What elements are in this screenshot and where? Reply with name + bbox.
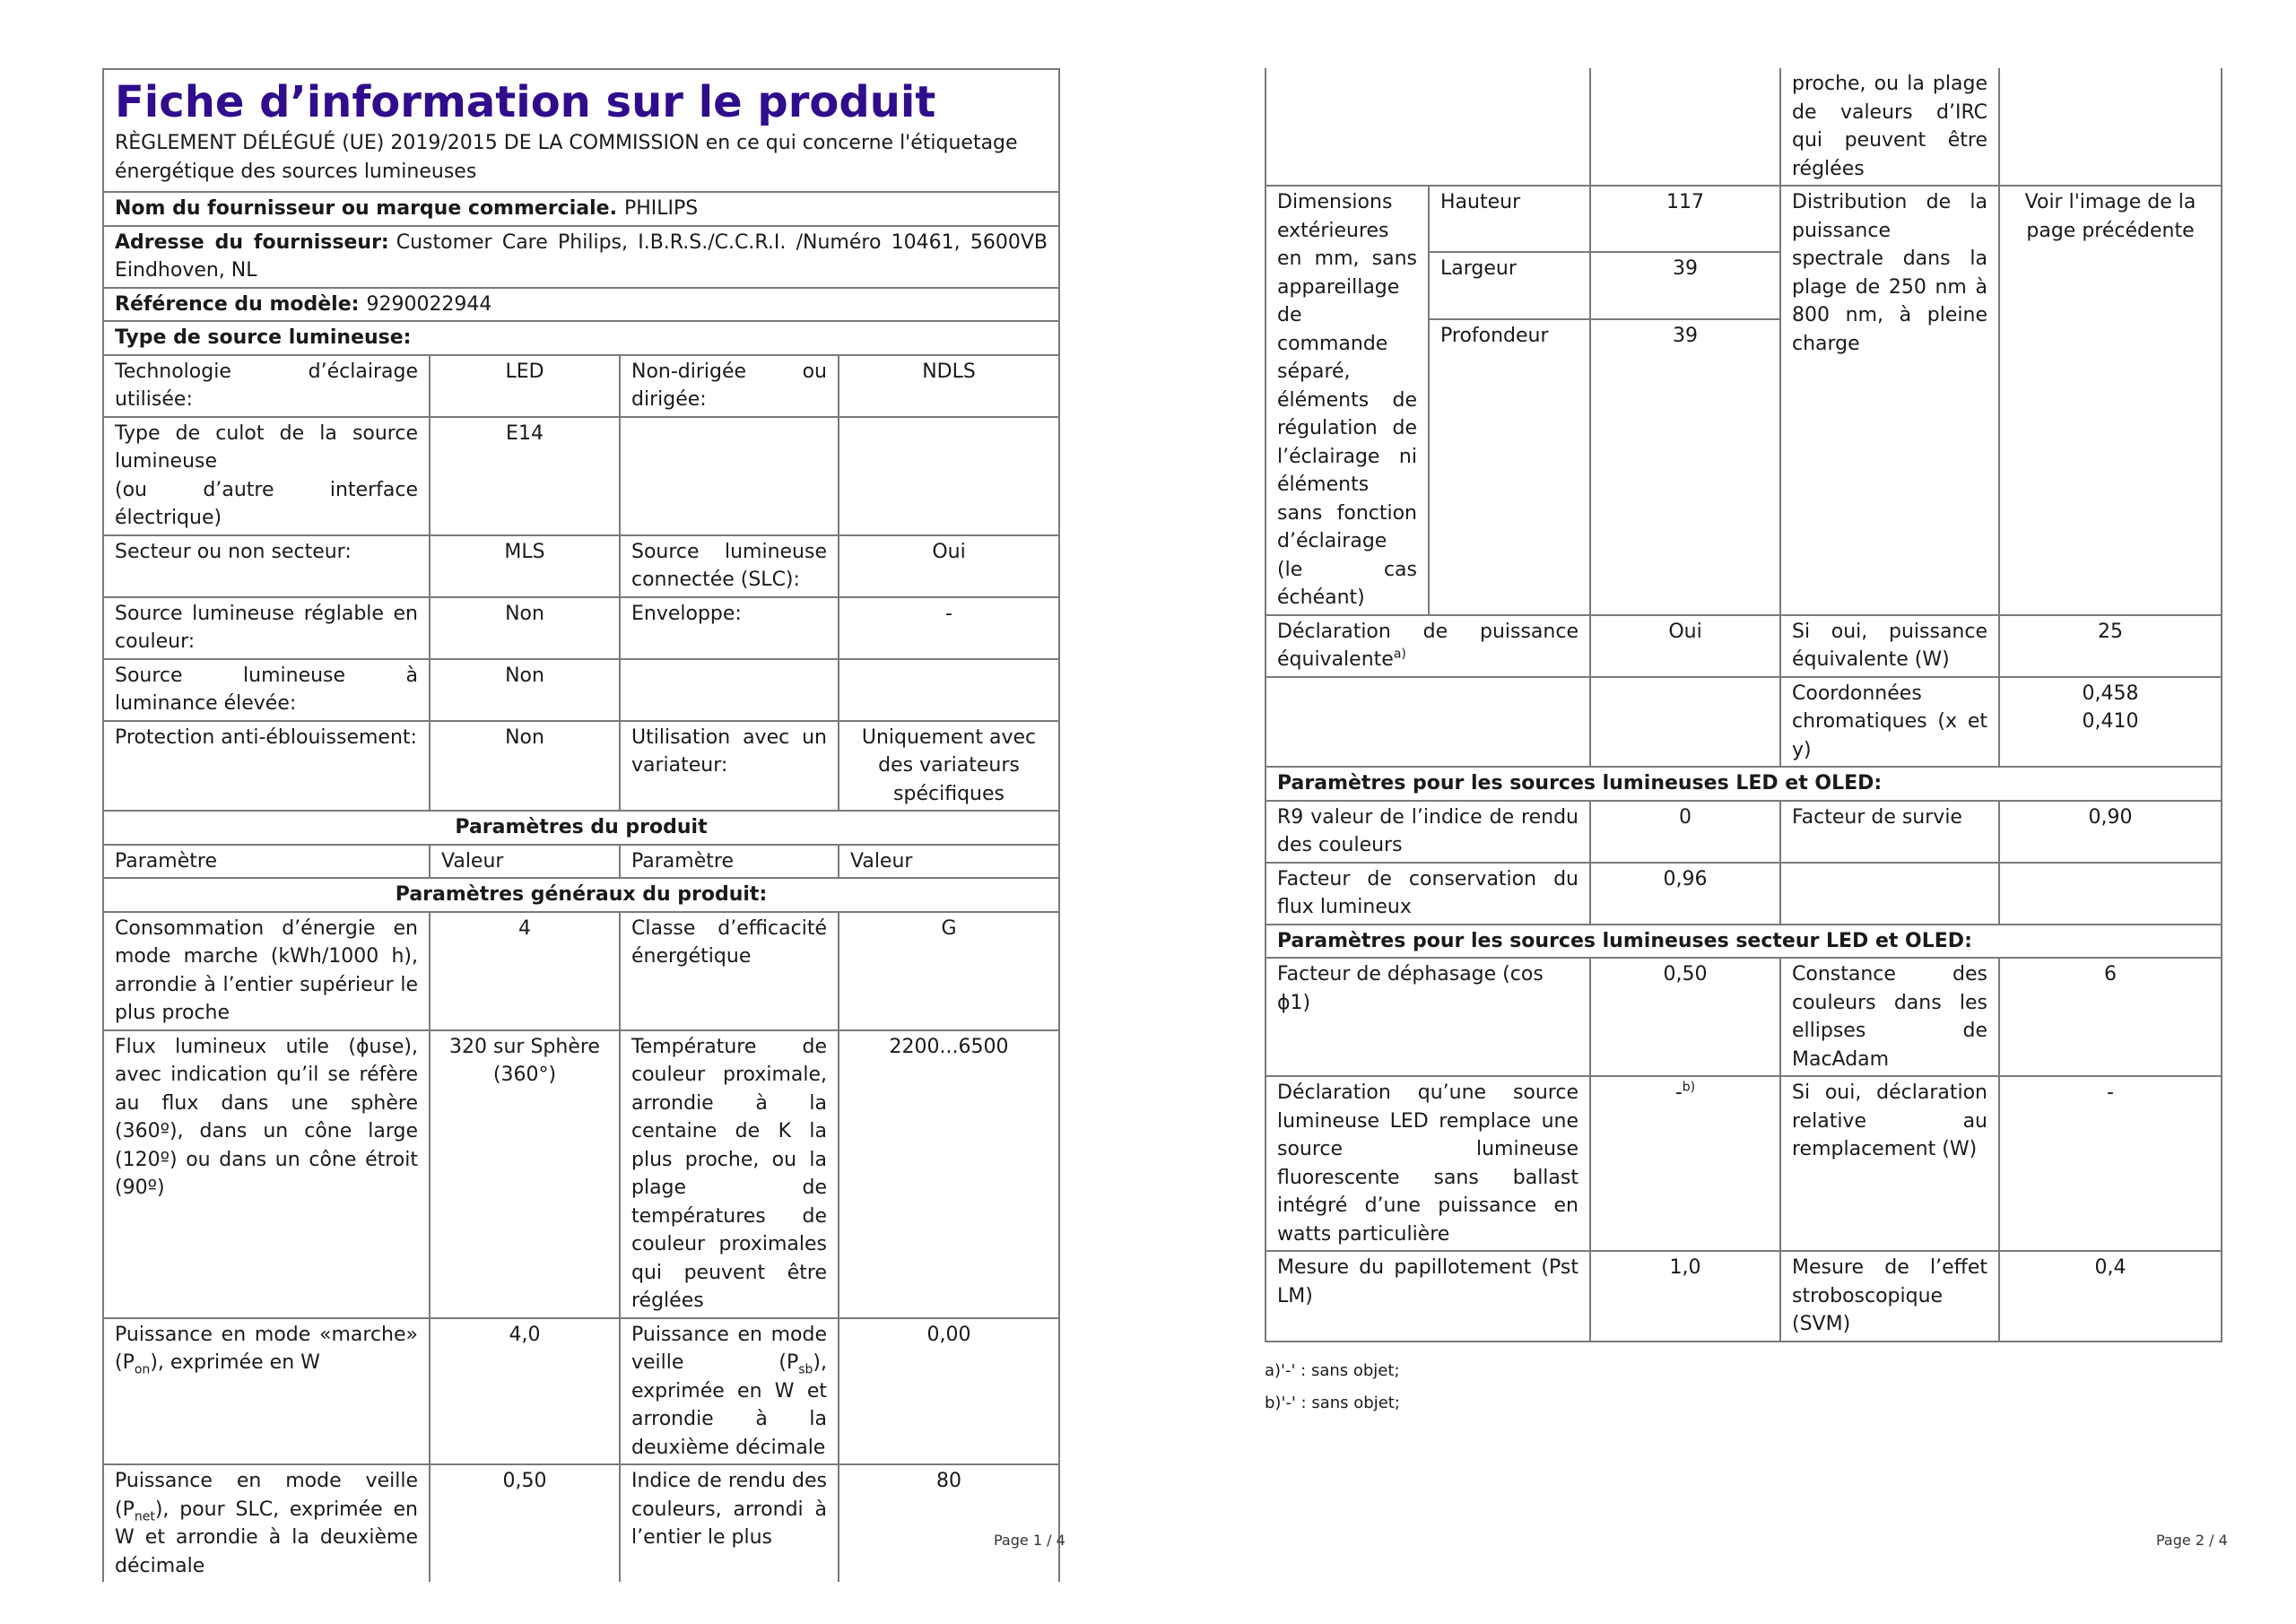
pnet-label-text: Puissance en mode veille (P [115, 1470, 418, 1521]
dimmable-value: Uniquement avec des variateurs spécifiques [839, 721, 1059, 812]
replacement-w-label: Si oui, déclaration relative au remplacement (W) [1780, 1076, 1999, 1251]
spd-label: Distribution de la puissance spectrale dans la plage de 250 nm à 800 nm, à pleine charge [1780, 186, 1999, 615]
regulation-text: RÈGLEMENT DÉLÉGUÉ (UE) 2019/2015 DE LA COMMISSION en ce qui concerne l'étiquetage énergétique des sources lumineuses [115, 132, 1018, 183]
svm-label: Mesure de l’effet stroboscopique (SVM) [1780, 1251, 1999, 1342]
cap-label: Type de culot de la source lumineuse [115, 421, 418, 473]
width-label: Largeur [1429, 252, 1590, 318]
cri-label-continued: proche, ou la plage de valeurs d’IRC qui peuvent être réglées [1780, 68, 1999, 186]
model-value: 9290022944 [366, 292, 492, 316]
envelope-value: - [839, 597, 1059, 659]
equiv-label-text: Déclaration de puissance équivalente [1277, 620, 1578, 671]
col-header-value: Valeur [839, 845, 1059, 879]
model-row [103, 288, 1059, 322]
maintenance-label: Facteur de conservation du flux lumineux [1265, 863, 1590, 925]
empty-cell [839, 417, 1059, 535]
psb-label-text: Puissance en mode veille (P [631, 1323, 827, 1374]
empty-cell [1780, 863, 1999, 925]
empty-cell [1999, 68, 2222, 186]
product-info-table [102, 68, 1060, 1582]
cri-label: Indice de rendu des couleurs, arrondi à l’entier le plus [620, 1464, 839, 1582]
pnet-label-text-2: ), pour SLC, exprimée en W et arrondie à la deuxième décimale [115, 1498, 418, 1577]
power-factor-label: Facteur de déphasage (cos ϕ1) [1265, 958, 1590, 1076]
survival-value: 0,90 [1999, 801, 2222, 863]
empty-cell [620, 417, 839, 535]
spd-value: Voir l'image de la page précédente [1999, 186, 2222, 615]
class-value: G [839, 912, 1059, 1030]
directional-value: NDLS [839, 355, 1059, 417]
tech-label: Technologie d’éclairage utilisée: [103, 355, 430, 417]
empty-cell [1590, 677, 1780, 768]
replacement-w-value: - [1999, 1076, 2222, 1251]
height-label: Hauteur [1429, 186, 1590, 252]
dimmable-label: Utilisation avec un variateur: [620, 721, 839, 812]
page-number: Page 2 / 4 [2156, 1532, 2228, 1549]
r9-value: 0 [1590, 801, 1780, 863]
footnote-a: a)'-' : sans objet; [1265, 1360, 1400, 1380]
colour-tunable-label: Source lumineuse réglable en couleur: [103, 597, 430, 659]
chroma-value [1999, 677, 2222, 768]
model-label: Référence du modèle: [115, 292, 360, 316]
product-params-header: Paramètres du produit [103, 811, 1059, 845]
col-header-value: Valeur [430, 845, 620, 879]
address-row [103, 226, 1059, 288]
mains-led-params-header: Paramètres pour les sources lumineuses secteur LED et OLED: [1265, 925, 2222, 959]
light-source-type-header: Type de source lumineuse: [103, 321, 1059, 355]
equiv-label [1265, 615, 1590, 677]
replacement-value-text: - [1674, 1081, 1683, 1104]
chroma-label: Coordonnées chromatiques (x et y) [1780, 677, 1999, 768]
energy-value: 4 [430, 912, 620, 1030]
col-header-param: Paramètre [620, 845, 839, 879]
connected-value: Oui [839, 535, 1059, 597]
chroma-x: 0,458 [2082, 682, 2139, 705]
pon-label-text: Puissance en mode «marche» (P [115, 1323, 418, 1374]
directional-label: Non-dirigée ou dirigée: [620, 355, 839, 417]
depth-value: 39 [1590, 319, 1780, 615]
cct-label: Température de couleur proximale, arrondie à la centaine de K la plus proche, ou la plage de températures de couleur proximales qui peuvent être réglées [620, 1030, 839, 1318]
cap-label-2: (ou d’autre interface électrique) [115, 478, 418, 529]
high-luminance-label: Source lumineuse à luminance élevée: [103, 659, 430, 721]
supplier-value: PHILIPS [623, 197, 699, 220]
empty-cell [620, 659, 839, 721]
cap-value: E14 [430, 417, 620, 535]
replacement-label: Déclaration qu’une source lumineuse LED remplace une source lumineuse fluorescente sans ballast intégré d’une puissance en watts particulière [1265, 1076, 1590, 1251]
cri-value: 80 [839, 1464, 1059, 1582]
footnote-b: b)'-' : sans objet; [1265, 1393, 1400, 1412]
depth-label: Profondeur [1429, 319, 1590, 615]
address-label: Adresse du fournisseur: [115, 230, 389, 254]
height-value: 117 [1590, 186, 1780, 252]
empty-cell [1590, 68, 1780, 186]
mains-value: MLS [430, 535, 620, 597]
page-number: Page 1 / 4 [994, 1532, 1065, 1549]
flux-label: Flux lumineux utile (ϕuse), avec indication qu’il se réfère au flux dans une sphère (360º), dans un cône large (120º) ou dans un cône étroit (90º) [103, 1030, 430, 1318]
empty-cell [1999, 863, 2222, 925]
page-title: Fiche d’information sur le produit [115, 77, 936, 127]
led-params-header: Paramètres pour les sources lumineuses LED et OLED: [1265, 767, 2222, 801]
survival-label: Facteur de survie [1780, 801, 1999, 863]
tech-value: LED [430, 355, 620, 417]
equiv-footnote-mark: a) [1393, 647, 1406, 662]
class-label: Classe d’efficacité énergétique [620, 912, 839, 1030]
macadam-value: 6 [1999, 958, 2222, 1076]
svm-value: 0,4 [1999, 1251, 2222, 1342]
r9-label: R9 valeur de l’indice de rendu des couleurs [1265, 801, 1590, 863]
supplier-row [103, 192, 1059, 226]
page-2 [1265, 68, 2221, 1420]
glare-label: Protection anti-éblouissement: [103, 721, 430, 812]
equiv-w-label: Si oui, puissance équivalente (W) [1780, 615, 1999, 677]
colour-tunable-value: Non [430, 597, 620, 659]
glare-value: Non [430, 721, 620, 812]
cap-label-cell [103, 417, 430, 535]
flux-value: 320 sur Sphère (360°) [430, 1030, 620, 1318]
general-params-header: Paramètres généraux du produit: [103, 878, 1059, 912]
empty-cell [1265, 677, 1590, 768]
col-header-param: Paramètre [103, 845, 430, 879]
psb-subscript: sb [798, 1362, 813, 1377]
flicker-label: Mesure du papillotement (Pst LM) [1265, 1251, 1590, 1342]
empty-cell [839, 659, 1059, 721]
connected-label: Source lumineuse connectée (SLC): [620, 535, 839, 597]
pon-subscript: on [134, 1362, 151, 1377]
pnet-subscript: net [134, 1508, 155, 1524]
pon-value: 4,0 [430, 1318, 620, 1465]
pnet-label [103, 1464, 430, 1582]
page-1 [102, 68, 1058, 1582]
product-info-table-continued [1265, 68, 2222, 1342]
psb-label [620, 1318, 839, 1465]
equiv-w-value: 25 [1999, 615, 2222, 677]
replacement-value [1590, 1076, 1780, 1251]
power-factor-value: 0,50 [1590, 958, 1780, 1076]
address-value: Customer Care Philips, I.B.R.S./C.C.R.I. /Numéro 10461, 5600VB Eindhoven, NL [115, 230, 1048, 282]
header-cell [103, 69, 1059, 192]
psb-label-text-2: ), exprimée en W et arrondie à la deuxième décimale [631, 1351, 827, 1459]
equiv-value: Oui [1590, 615, 1780, 677]
high-luminance-value: Non [430, 659, 620, 721]
width-value: 39 [1590, 252, 1780, 318]
energy-label: Consommation d’énergie en mode marche (kWh/1000 h), arrondie à l’entier supérieur le plus proche [103, 912, 430, 1030]
macadam-label: Constance des couleurs dans les ellipses de MacAdam [1780, 958, 1999, 1076]
footnotes [1265, 1355, 2221, 1420]
envelope-label: Enveloppe: [620, 597, 839, 659]
empty-cell [1265, 68, 1590, 186]
flicker-value: 1,0 [1590, 1251, 1780, 1342]
supplier-label: Nom du fournisseur ou marque commerciale. [115, 197, 617, 220]
cct-value: 2200...6500 [839, 1030, 1059, 1318]
maintenance-value: 0,96 [1590, 863, 1780, 925]
mains-label: Secteur ou non secteur: [103, 535, 430, 597]
pnet-value: 0,50 [430, 1464, 620, 1582]
chroma-y: 0,410 [2082, 710, 2139, 733]
pon-label-text-2: ), exprimée en W [150, 1351, 320, 1374]
dims-label: Dimensions extérieures en mm, sans appareillage de commande séparé, éléments de régulation de l’éclairage ni éléments sans fonction d’éclairage (le cas échéant) [1265, 186, 1429, 615]
replacement-footnote-mark: b) [1682, 1080, 1696, 1095]
pon-label [103, 1318, 430, 1465]
psb-value: 0,00 [839, 1318, 1059, 1465]
